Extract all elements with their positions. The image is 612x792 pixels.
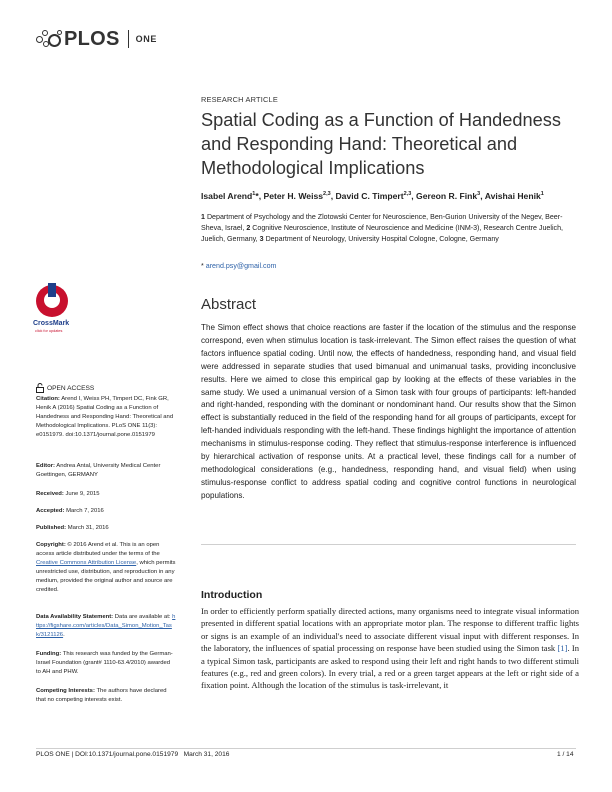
accepted-date: March 7, 2016 bbox=[66, 508, 104, 514]
section-divider bbox=[201, 544, 576, 545]
citation-block bbox=[36, 395, 176, 440]
funding-block bbox=[36, 650, 176, 677]
competing-interests-text: The authors have declared that no competing interests exist. bbox=[36, 688, 167, 704]
plos-one-logo[interactable] bbox=[36, 28, 157, 50]
introduction-text bbox=[201, 605, 579, 692]
reference-link[interactable]: [1] bbox=[557, 643, 568, 654]
editor-text: Andrea Antal, University Medical Center Goettingen, GERMANY bbox=[36, 463, 161, 479]
affiliation-number: 1 bbox=[201, 213, 205, 221]
accepted-label: Accepted: bbox=[36, 508, 65, 514]
author-affiliation-number: 3 bbox=[477, 191, 481, 198]
copyright-text: , which permits unrestricted use, distribution, and reproduction in any medium, provided the original author and source are credited. bbox=[36, 560, 176, 594]
intro-text-part: . In a typical Simon task, participants are asked to respond using their left and right hands to two different stimuli features (e.g., red and green colors). In every trial, a red or a green target appears at the left or right side of a fixation point. Although the location of the stimulus is task-irrelevant, it bbox=[201, 643, 579, 691]
affiliation-number: 3 bbox=[259, 234, 264, 243]
affiliation-text: Department of Neurology, University Hospital Cologne, Cologne, Germany bbox=[265, 234, 499, 243]
abstract-heading: Abstract bbox=[201, 296, 257, 313]
author-name[interactable]: David C. Timpert bbox=[335, 191, 404, 201]
email-mark: * bbox=[201, 262, 204, 270]
open-lock-icon bbox=[36, 383, 44, 393]
affiliation-text: Department of Psychology and the Zlotowski Center for Neuroscience, Ben-Gurion University of the Negev, Beer-Sheva, Israel, bbox=[201, 213, 563, 232]
data-availability-text: . bbox=[63, 632, 65, 639]
crossmark-subtext[interactable]: click for updates bbox=[35, 329, 63, 333]
citation-text: Arend I, Weiss PH, Timpert DC, Fink GR, Henik A (2016) Spatial Coding as a Function of Handedness and Responding Hand: Theoretical and Methodological Implications. PLoS ONE 11(3): e0151979. doi:10.1371/journal.pone.0151979 bbox=[36, 396, 174, 439]
open-access-badge bbox=[36, 383, 94, 393]
journal-name: ONE bbox=[135, 34, 157, 44]
page-number: 1 / 14 bbox=[557, 751, 574, 758]
copyright-label: Copyright: bbox=[36, 542, 66, 548]
article-title: Spatial Coding as a Function of Handedness and Responding Hand: Theoretical and Methodological Implications bbox=[201, 110, 561, 178]
published-date: March 31, 2016 bbox=[67, 525, 109, 531]
email-link[interactable]: arend.psy@gmail.com bbox=[205, 262, 277, 270]
footer-divider bbox=[36, 748, 576, 749]
affiliations bbox=[201, 212, 571, 244]
author-affiliation-number: 2,3 bbox=[403, 191, 412, 198]
footer-citation: PLOS ONE | DOI:10.1371/journal.pone.0151979 March 31, 2016 bbox=[36, 751, 230, 758]
funding-text: This research was funded by the German-Israel Foundation (grant# 1110-63.4/2010) awarded to AH and PHW. bbox=[36, 651, 173, 676]
crossmark-icon[interactable] bbox=[36, 285, 68, 317]
open-access-label: OPEN ACCESS bbox=[47, 384, 95, 392]
author-affiliation-number: 2,3 bbox=[323, 191, 331, 198]
competing-interests-block bbox=[36, 687, 176, 705]
received-block bbox=[36, 490, 176, 499]
funding-label: Funding: bbox=[36, 651, 62, 657]
license-link[interactable]: Creative Commons Attribution License bbox=[36, 560, 137, 567]
affiliation-number: 2 bbox=[246, 223, 251, 232]
published-label: Published: bbox=[36, 525, 67, 531]
data-availability-block bbox=[36, 613, 176, 640]
crossmark-bookmark bbox=[48, 283, 56, 297]
copyright-text: © 2016 Arend et al. This is an open access article distributed under the terms of the bbox=[36, 542, 160, 558]
crossmark-label[interactable]: CrossMark bbox=[33, 320, 70, 327]
figshare-link[interactable]: https://figshare.com/articles/Data_Simon_Motion_Task/3121126 bbox=[36, 614, 176, 639]
plos-wordmark: PLOS bbox=[64, 27, 120, 50]
received-label: Received: bbox=[36, 491, 64, 497]
author-name[interactable]: Gereon R. Fink bbox=[416, 191, 478, 201]
received-date: June 9, 2015 bbox=[65, 491, 100, 497]
data-availability-text: Data are available at: bbox=[114, 614, 173, 620]
plos-dots-icon bbox=[36, 29, 62, 49]
intro-text-part: In order to efficiently perform spatially directed actions, many organisms need to integrate visual information presented in different spatial locations with an appropriate motor plan. The response to different traffic lights or signs is an example of an individual's need to associate different visual input with different responses. In the laboratory, the influences of spatial processing on response have been studied using the Simon task bbox=[201, 606, 579, 654]
article-type: RESEARCH ARTICLE bbox=[201, 95, 278, 104]
affiliation-text: Cognitive Neuroscience, Institute of Neuroscience and Medicine (INM-3), Research Centre Juelich, Juelich, Germany, bbox=[201, 223, 563, 243]
author-affiliation-number: 1 bbox=[540, 191, 544, 198]
author-name[interactable]: Peter H. Weiss bbox=[263, 191, 324, 201]
corresponding-email bbox=[201, 262, 276, 270]
editor-block bbox=[36, 462, 176, 480]
introduction-heading: Introduction bbox=[201, 589, 263, 601]
author-list: Isabel Arend$^1$*, Peter H. Weiss$^{2,3}$, David C. Timpert$^{2,3}$, Gereon R. Fink$^3$, Avishai Henik$^1$ bbox=[201, 191, 544, 201]
author-name[interactable]: Avishai Henik bbox=[484, 191, 541, 201]
competing-interests-label: Competing Interests: bbox=[36, 688, 95, 694]
corresponding-author-mark: * bbox=[255, 191, 259, 201]
editor-label: Editor: bbox=[36, 463, 55, 469]
accepted-block bbox=[36, 507, 176, 516]
data-availability-label: Data Availability Statement: bbox=[36, 614, 114, 620]
copyright-block bbox=[36, 541, 176, 596]
author-name[interactable]: Isabel Arend bbox=[201, 191, 253, 201]
logo-divider bbox=[128, 30, 129, 48]
author-affiliation-number: 1 bbox=[252, 191, 256, 198]
published-block bbox=[36, 524, 176, 533]
citation-label: Citation: bbox=[36, 396, 60, 402]
abstract-text: The Simon effect shows that choice reactions are faster if the location of the stimulus and the response correspond, even when stimulus location is task-irrelevant. The Simon effect raises the question of what factors influence spatial coding. Until now, the effects of handedness, responding hand, and visual field were addressed in separate studies that used bimanual and unimanual tasks, providing inconclusive results. Here we aimed to close this empirical gap by looking at the effects of these variables in the same study. We used a unimanual version of a Simon task with four groups of participants: left-handed and right-handed, responding with the dominant or nondominant hand. Our results show that the Simon effect is substantially reduced in the field of the responding hand for all groups of participants, except for left-handed individuals responding with the left-hand. These findings highlight the importance of attention mechanisms in stimulus-response coding. They reflect that stimulus-response interference is influenced by hierarchical activation of response units. At a practical level, these findings call for a number of methodological considerations (e.g., handedness, responding hand, and visual field) when using stimulus-response conflict to address spatial coding and cognitive control functions in neurological populations. bbox=[201, 323, 576, 500]
